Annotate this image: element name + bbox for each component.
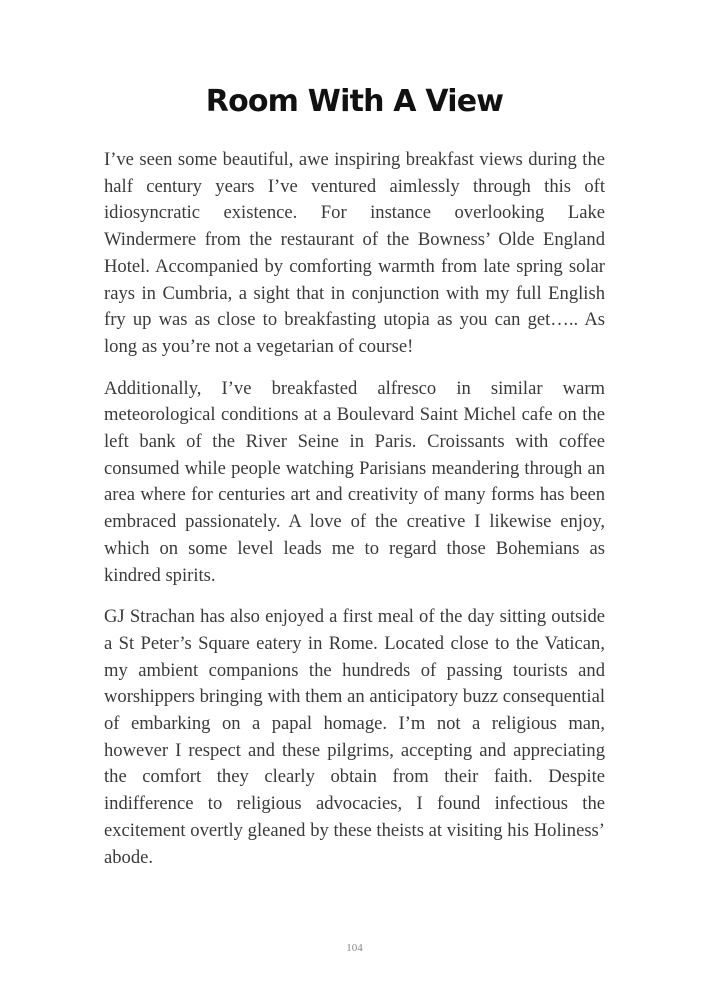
- page-number: 104: [346, 942, 363, 954]
- paragraph-lake-windermere: I’ve seen some beautiful, awe inspiring breakfast views during the half century years I’ve ventured aimlessly through this oft idiosyncratic existence. For instance overlooking Lake Windermere from the restaurant of the Bowness’ Olde England Hotel. Accompanied by comforting warmth from late spring solar rays in Cumbria, a sight that in conjunction with my full English fry up was as close to breakfasting utopia as you can get….. As long as you’re not a vegetarian of course!: [104, 149, 605, 357]
- chapter-title: Room With A View: [205, 84, 504, 119]
- body-text: [104, 147, 605, 886]
- paragraph-paris: Additionally, I’ve breakfasted alfresco in similar warm meteorological conditions at a Boulevard Saint Michel cafe on the left bank of the River Seine in Paris. Croissants with coffee consumed while people watching Parisians meandering through an area where for centuries art and creativity of many forms has been embraced passionately. A love of the creative I likewise enjoy, which on some level leads me to regard those Bohemians as kindred spirits.: [104, 377, 605, 586]
- paragraph-rome: GJ Strachan has also enjoyed a first meal of the day sitting outside a St Peter’s Square eatery in Rome. Located close to the Vatican, my ambient companions the hundreds of passing tourists and worshippers bringing with them an anticipatory buzz consequential of embarking on a papal homage. I’m not a religious man, however I respect and these pilgrims, accepting and appreciating the comfort they clearly obtain from their faith. Despite indifference to religious advocacies, I found infectious the excitement overtly gleaned by these theists at visiting his Holiness’ abode.: [104, 606, 605, 868]
